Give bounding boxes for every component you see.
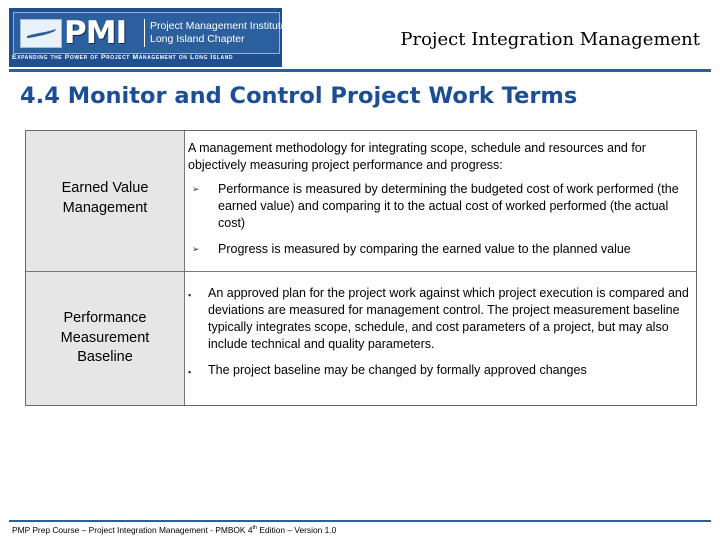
header-divider bbox=[9, 69, 711, 72]
term-label-line: Measurement bbox=[60, 329, 150, 346]
list-item bbox=[188, 181, 690, 232]
list-item bbox=[188, 362, 690, 379]
pmi-logo bbox=[9, 8, 287, 67]
footer-course: PMP Prep Course – Project Integration Management - PMBOK 4 bbox=[12, 525, 253, 535]
arrow-bullet-icon: ➢ bbox=[192, 244, 200, 254]
slide-title: 4.4 Monitor and Control Project Work Terms bbox=[20, 83, 578, 109]
footer-text bbox=[12, 525, 336, 535]
definition-earned-value bbox=[188, 140, 690, 258]
bullet-text: Performance is measured by determining the budgeted cost of work performed (the earned value) and comparing it to the actual cost of worked performed (the actual cost) bbox=[218, 182, 679, 230]
logo-mark: PMI bbox=[64, 15, 127, 51]
term-label-line: Baseline bbox=[77, 349, 133, 365]
globe-icon bbox=[20, 19, 62, 48]
logo-tagline: Expanding the Power of Project Management on Long Island bbox=[12, 54, 234, 61]
term-cell-earned-value bbox=[26, 131, 185, 271]
dot-bullet-icon: ▪ bbox=[188, 290, 192, 300]
definition-bullets bbox=[188, 181, 690, 258]
logo-org-name: Project Management Institute bbox=[150, 20, 287, 32]
footer-divider bbox=[9, 520, 711, 522]
arrow-bullet-icon: ➢ bbox=[192, 184, 200, 194]
dot-bullet-icon: ▪ bbox=[188, 367, 192, 377]
term-label-line: Performance bbox=[63, 310, 147, 326]
footer-version: Edition – Version 1.0 bbox=[257, 525, 337, 535]
term-label-line: Management bbox=[62, 199, 148, 216]
bullet-text: Progress is measured by comparing the earned value to the planned value bbox=[218, 242, 631, 256]
bullet-text: An approved plan for the project work against which project execution is compared and deviations are measured for management control. The project measurement baseline typically integrates scope, schedule, and cost parameters of a project, but may also include technical and quality parameters. bbox=[208, 286, 689, 351]
long-island-map-icon bbox=[25, 26, 57, 42]
list-item bbox=[188, 241, 690, 258]
bullet-text: The project baseline may be changed by formally approved changes bbox=[208, 363, 587, 377]
term-label-line: Earned Value bbox=[61, 180, 149, 196]
logo-chapter-name: Long Island Chapter bbox=[150, 33, 245, 45]
definition-intro: A management methodology for integrating scope, schedule and resources and for objectively measuring project performance and progress: bbox=[188, 141, 646, 172]
footer-superscript: th bbox=[252, 525, 258, 532]
term-cell-performance-baseline bbox=[26, 272, 185, 405]
header-title: Project Integration Management bbox=[400, 29, 700, 50]
terms-table bbox=[25, 130, 697, 406]
definition-performance-baseline bbox=[188, 285, 690, 379]
list-item bbox=[188, 285, 690, 353]
logo-panel bbox=[13, 12, 287, 54]
definition-bullets bbox=[188, 285, 690, 379]
logo-separator bbox=[144, 19, 145, 47]
